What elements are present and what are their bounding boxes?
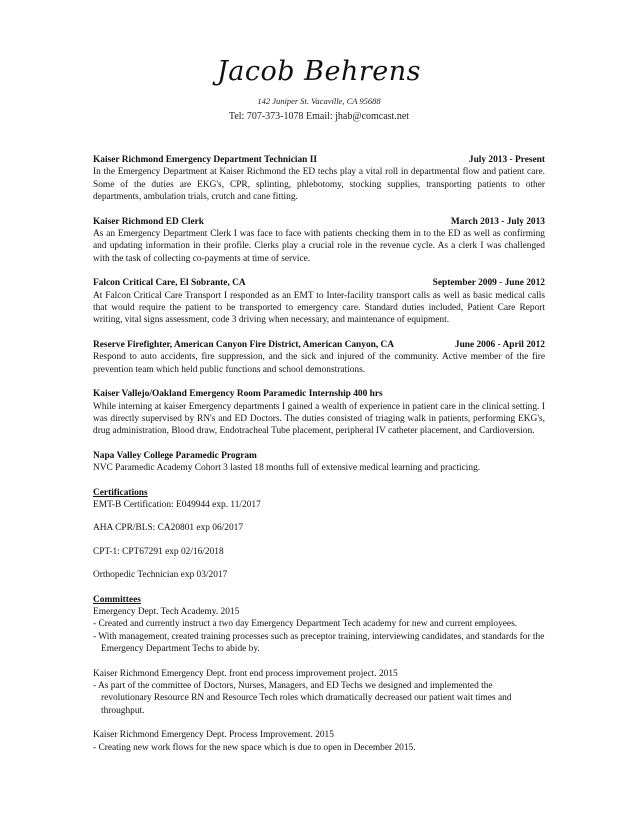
contact-line: Tel: 707-373-1078 Email: jhab@comcast.net <box>228 111 410 122</box>
experience-header <box>93 388 545 400</box>
job-title: Napa Valley College Paramedic Program <box>93 450 257 461</box>
committees-section <box>93 594 545 754</box>
committee-bullet: - Creating new work flows for the new space which is due to open in December 2015. <box>93 742 416 753</box>
job-title: Falcon Critical Care, El Sobrante, CA <box>93 278 246 289</box>
job-description: While interning at kaiser Emergency departments I gained a wealth of experience in patient care in the clinical setting. I was directly supervised by RN's and ED Doctors. The duties consisted of triaging walk in patients, performing EKG's, drug administration, Blood draw, Endotracheal Tube placement, peripheral IV catheter placement, and Cardioversion. <box>93 401 545 437</box>
committee-title: Kaiser Richmond Emergency Dept. Process Improvement. 2015 <box>93 730 334 741</box>
job-description: As an Emergency Department Clerk I was face to face with patients checking them in to the ED as well as confirming and updating information in their profile. Clerks play a crucial role in the revenue cycle. As a clerk I was challenged with the task of collecting co-payments at time of service. <box>93 229 545 264</box>
job-description: NVC Paramedic Academy Cohort 3 lasted 18 months full of extensive medical learning and practicing. <box>93 463 481 474</box>
job-title: Kaiser Richmond Emergency Department Technician II <box>93 155 318 165</box>
certification-item: EMT-B Certification: E049944 exp. 11/2017 <box>93 499 261 510</box>
certification-item: AHA CPR/BLS: CA20801 exp 06/2017 <box>93 523 244 534</box>
certifications-section <box>93 487 545 582</box>
job-description: Respond to auto accidents, fire suppression, and the sick and injured of the community. Active member of the fire prevention team which held public functions and school demonstrations. <box>93 352 545 375</box>
job-description: In the Emergency Department at Kaiser Richmond the ED techs play a vital roll in departmental flow and patient care. Some of the duties are EKG's, CPR, splinting, phlebotomy, stocking supplies, transporting patients to other departments, ambulation trials, crutch and cane fitting. <box>93 167 545 203</box>
job-dates: June 2006 - April 2012 <box>454 339 545 350</box>
job-dates: July 2013 - Present <box>468 155 545 165</box>
job-title: Kaiser Vallejo/Oakland Emergency Room Paramedic Internship 400 hrs <box>93 389 383 400</box>
committee-bullet: - Created and currently instruct a two day Emergency Department Tech academy for new and current employees. <box>93 619 518 630</box>
certifications-heading: Certifications <box>93 487 148 498</box>
certification-item: Orthopedic Technician exp 03/2017 <box>93 570 228 581</box>
experience-entry <box>93 450 545 475</box>
committee-title: Emergency Dept. Tech Academy. 2015 <box>93 606 240 617</box>
experience-header <box>93 339 545 351</box>
certification-item: CPT-1: CPT67291 exp 02/16/2018 <box>93 546 224 557</box>
experience-header <box>93 154 545 166</box>
job-dates: March 2013 - July 2013 <box>450 216 545 227</box>
experience-entry <box>93 154 545 204</box>
committee-group <box>93 729 545 754</box>
job-dates: September 2009 - June 2012 <box>432 278 545 289</box>
committee-group <box>93 668 545 718</box>
job-title: Kaiser Richmond ED Clerk <box>93 216 205 227</box>
experience-header <box>93 277 545 289</box>
experience-header <box>93 450 545 462</box>
committee-bullet: - With management, created training processes such as preceptor training, interviewing candidates, and standards for the Emergency Department Techs to abide by. <box>93 631 545 655</box>
experience-entry <box>93 339 545 376</box>
experience-entry <box>93 277 545 327</box>
job-description: At Falcon Critical Care Transport I responded as an EMT to Inter-facility transport calls as well as basic medical calls that would require the patient to be transported to emergency care. Standard duties included, Patient Care Report writing, vital signs assessment, code 3 driving when necessary, and maintenance of equipment. <box>93 290 545 326</box>
committee-group <box>93 606 545 656</box>
experience-entry <box>93 388 545 438</box>
address-line: 142 Juniper St. Vacaville, CA 95688 <box>257 96 381 106</box>
committee-bullet: - As part of the committee of Doctors, Nurses, Managers, and ED Techs we designed and implemented the revolutionary Resource RN and Resource Tech roles which dramatically decreased our patient wait times and throughput. <box>93 681 512 716</box>
resume-name: Jacob Behrens <box>216 56 421 87</box>
job-title: Reserve Firefighter, American Canyon Fire District, American Canyon, CA <box>93 339 395 350</box>
committees-heading: Committees <box>93 594 141 605</box>
resume-content <box>93 154 545 754</box>
experience-header <box>93 216 545 228</box>
experience-entry <box>93 216 545 266</box>
experience-section <box>93 154 545 475</box>
committee-title: Kaiser Richmond Emergency Dept. front end process improvement project. 2015 <box>93 668 398 679</box>
